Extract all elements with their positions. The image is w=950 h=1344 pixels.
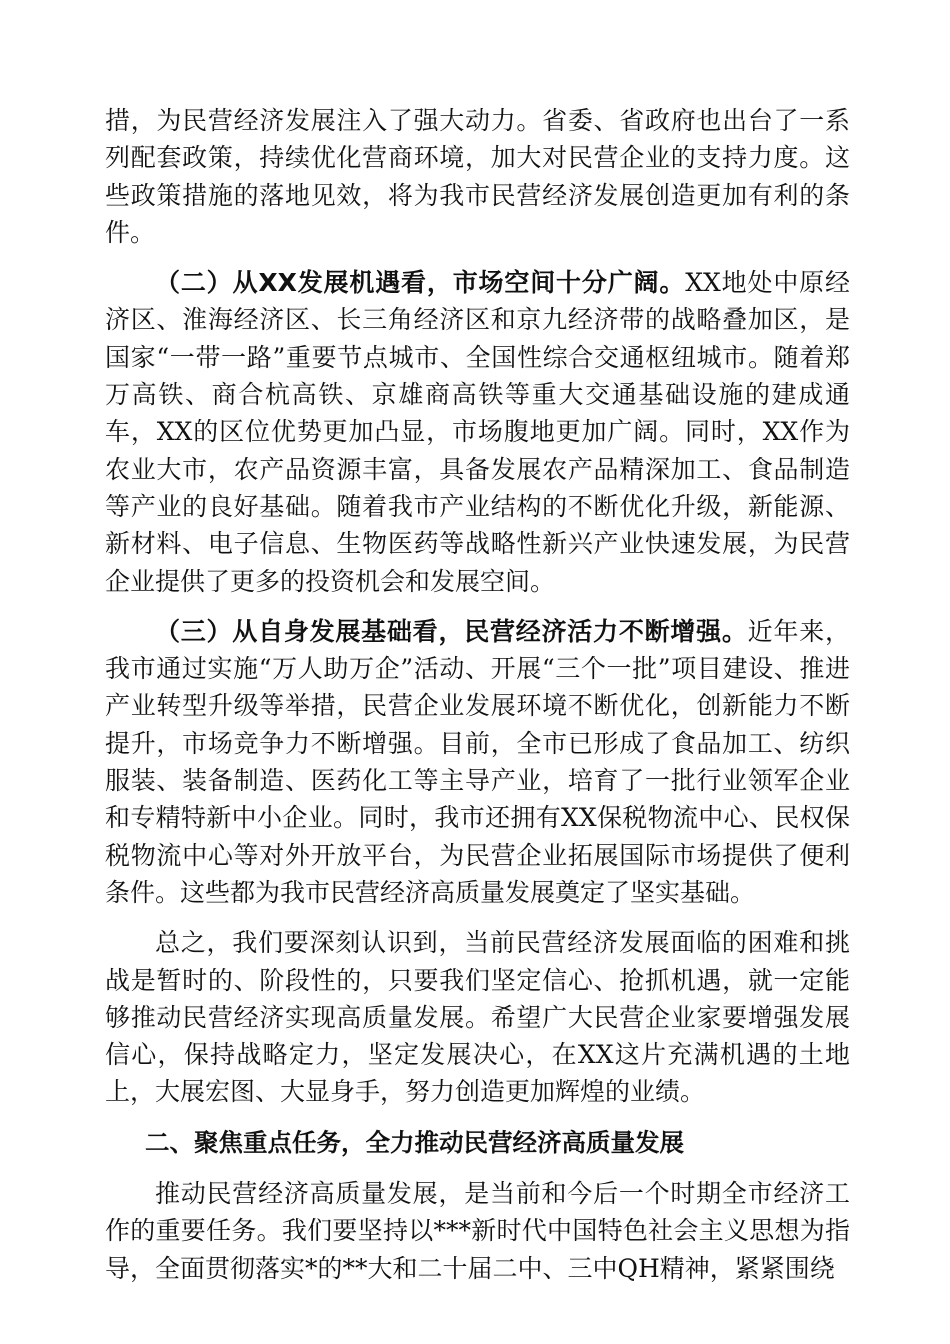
section-heading: 二、聚焦重点任务，全力推动民营经济高质量发展 [145,1127,684,1157]
paragraph-text: 总之，我们要深刻认识到，当前民营经济发展面临的困难和挑战是暂时的、阶段性的，只要我们坚定信心、抢抓机遇，就一定能够推动民营经济实现高质量发展。希望广大民营企业家要增强发展信心，保持战略定力，坚定发展决心，在XX这片充满机遇的土地上，大展宏图、大显身手，努力创造更加辉煌的业绩。 [105,928,850,1107]
paragraph-text: 推动民营经济高质量发展，是当前和今后一个时期全市经济工作的重要任务。我们要坚持以***新时代中国特色社会主义思想为指导，全面贯彻落实*的**大和二十届二中、三中QH精神，紧紧围绕 [105,1179,850,1283]
paragraph-development-foundation [105,613,850,911]
document-page [105,102,850,1300]
paragraph-text: 近年来，我市通过实施“万人助万企”活动、开展“三个一批”项目建设、推进产业转型升级等举措，民营企业发展环境不断优化，创新能力不断提升，市场竞争力不断增强。目前，全市已形成了食品加工、纺织服装、装备制造、医药化工等主导产业，培育了一批行业领军企业和专精特新中小企业。同时，我市还拥有XX保税物流中心、民权保税物流中心等对外开放平台，为民营企业拓展国际市场提供了便利条件。这些都为我市民营经济高质量发展奠定了坚实基础。 [105,616,850,907]
paragraph-text: 措，为民营经济发展注入了强大动力。省委、省政府也出台了一系列配套政策，持续优化营商环境，加大对民营企业的支持力度。这些政策措施的落地见效，将为我市民营经济发展创造更加有利的条件。 [105,106,850,247]
paragraph-xx-opportunity [105,264,850,600]
paragraph-closing [105,1175,850,1287]
paragraph-policy-support [105,102,850,251]
paragraph-summary [105,924,850,1110]
paragraph-text: XX地处中原经济区、淮海经济区、长三角经济区和京九经济带的战略叠加区，是国家“一带一路”重要节点城市、全国性综合交通枢纽城市。随着郑万高铁、商合杭高铁、京雄商高铁等重大交通基础设施的建成通车，XX的区位优势更加凸显，市场腹地更加广阔。同时，XX作为农业大市，农产品资源丰富，具备发展农产品精深加工、食品制造等产业的良好基础。随着我市产业结构的不断优化升级，新能源、新材料、电子信息、生物医药等战略性新兴产业快速发展，为民营企业提供了更多的投资机会和发展空间。 [105,268,850,596]
paragraph-heading: （三）从自身发展基础看，民营经济活力不断增强。 [155,616,748,646]
paragraph-heading: （二）从XX发展机遇看，市场空间十分广阔。 [155,268,686,298]
